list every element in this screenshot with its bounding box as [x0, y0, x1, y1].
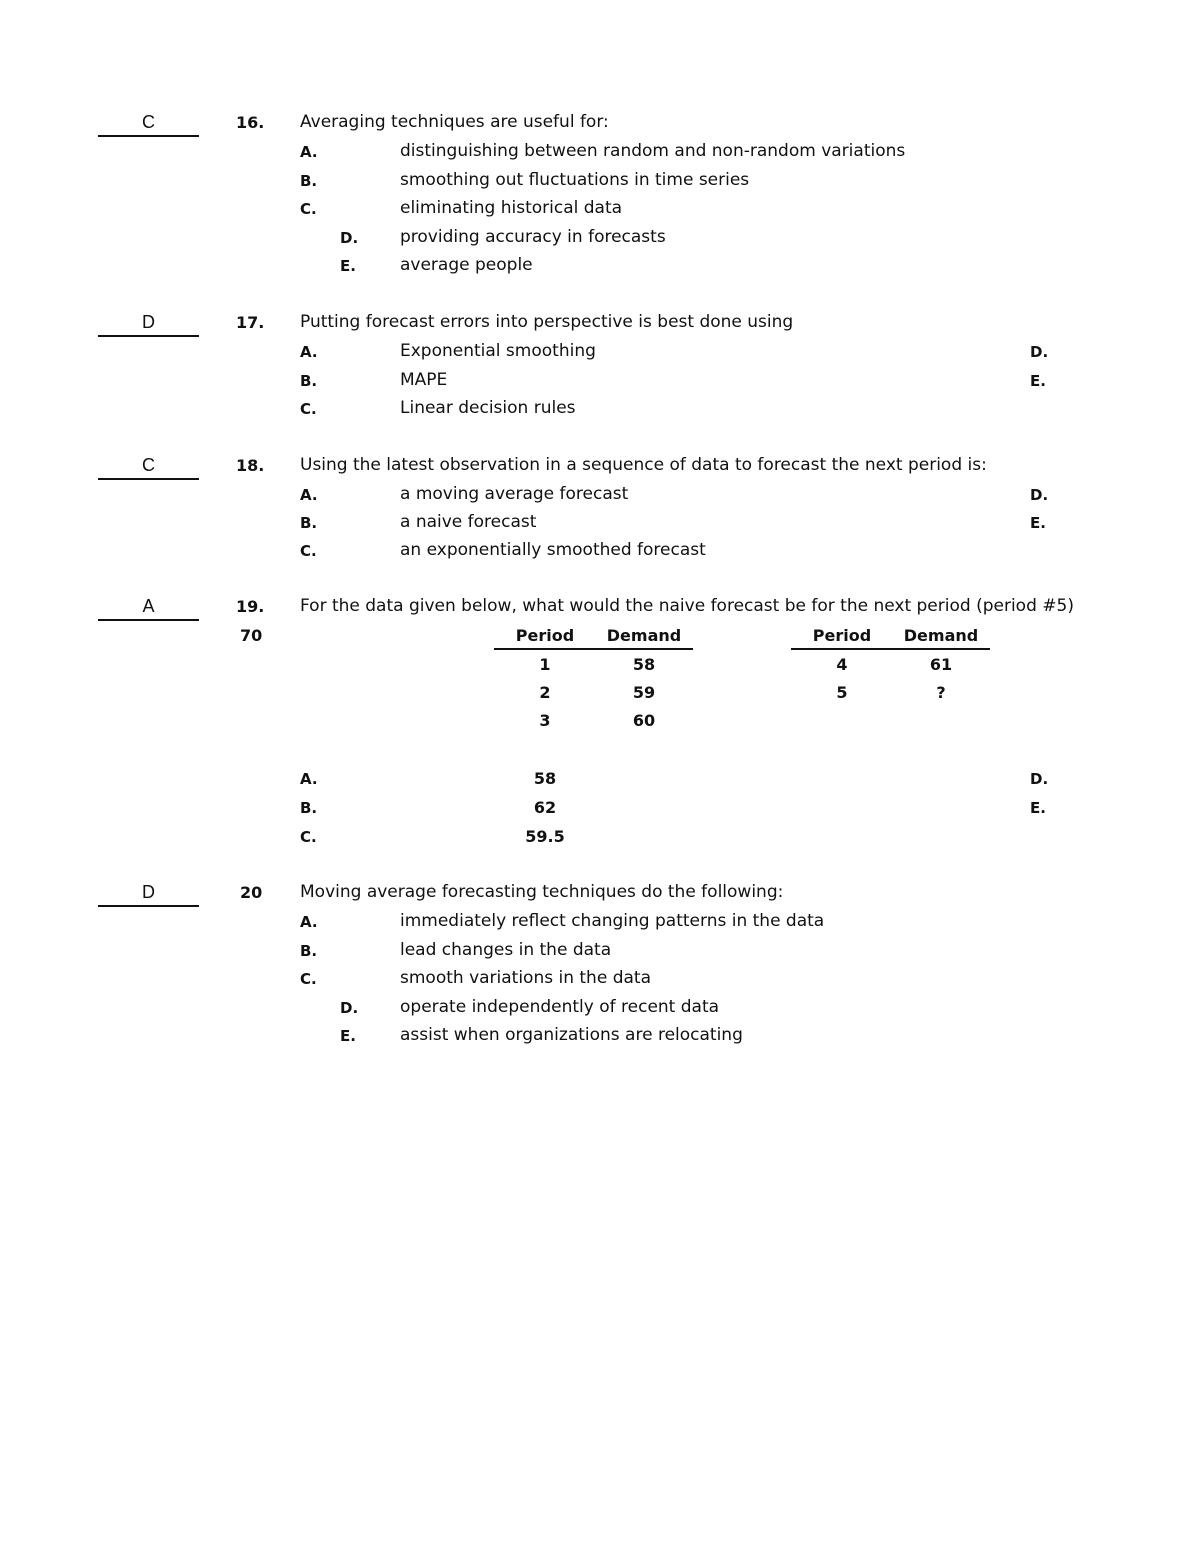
- option-value: 59.5: [525, 827, 565, 846]
- option-text: eliminating historical data: [400, 198, 623, 218]
- table-cell: 60: [632, 711, 656, 730]
- option-letter: C.: [300, 970, 317, 988]
- question-number: 20: [240, 883, 263, 902]
- option-text: smooth variations in the data: [400, 968, 651, 988]
- option-letter: D.: [1030, 486, 1049, 504]
- option-letter: B.: [300, 942, 318, 960]
- option-text: providing accuracy in forecasts: [400, 227, 666, 247]
- table-cell: 2: [539, 683, 551, 702]
- option-text: Linear decision rules: [400, 398, 576, 418]
- option-letter: B.: [300, 514, 318, 532]
- option-letter: B.: [300, 372, 318, 390]
- option-text: a naive forecast: [400, 512, 537, 532]
- answer-blank: D: [98, 883, 199, 907]
- option-text: Exponential smoothing: [400, 341, 596, 361]
- option-text: smoothing out fluctuations in time series: [400, 170, 750, 190]
- option-text: MAPE: [400, 370, 448, 390]
- question-text: Using the latest observation in a sequence of data to forecast the next period is:: [300, 455, 987, 475]
- table-header-demand: Demand: [606, 626, 682, 645]
- question-text: Moving average forecasting techniques do the following:: [300, 882, 784, 902]
- table-header-demand: Demand: [903, 626, 979, 645]
- option-text: a moving average forecast: [400, 484, 629, 504]
- option-letter: A.: [300, 143, 318, 161]
- answer-blank: C: [98, 113, 199, 137]
- question-number: 16.: [236, 113, 265, 132]
- table-header-period: Period: [515, 626, 575, 645]
- answer-blank: A: [98, 597, 199, 621]
- table-cell: 59: [632, 683, 656, 702]
- table-rule: [494, 648, 693, 650]
- table-rule: [791, 648, 990, 650]
- option-letter: E.: [340, 1027, 356, 1045]
- option-letter: E.: [1030, 514, 1046, 532]
- question-subnumber: 70: [240, 626, 263, 645]
- option-text: lead changes in the data: [400, 940, 612, 960]
- option-letter: A.: [300, 343, 318, 361]
- option-letter: C.: [300, 542, 317, 560]
- option-text: assist when organizations are relocating: [400, 1025, 743, 1045]
- option-text: operate independently of recent data: [400, 997, 720, 1017]
- question-number: 19.: [236, 597, 265, 616]
- answer-blank: C: [98, 456, 199, 480]
- option-letter: B.: [300, 799, 318, 817]
- option-letter: E.: [1030, 372, 1046, 390]
- option-letter: A.: [300, 770, 318, 788]
- option-letter: A.: [300, 913, 318, 931]
- option-letter: D.: [1030, 770, 1049, 788]
- option-text: immediately reflect changing patterns in the data: [400, 911, 825, 931]
- option-text: distinguishing between random and non-random variations: [400, 141, 906, 161]
- option-letter: B.: [300, 172, 318, 190]
- option-letter: A.: [300, 486, 318, 504]
- option-letter: C.: [300, 200, 317, 218]
- table-cell: 61: [929, 655, 953, 674]
- option-letter: D.: [1030, 343, 1049, 361]
- question-number: 17.: [236, 313, 265, 332]
- option-value: 58: [533, 769, 557, 788]
- table-header-period: Period: [812, 626, 872, 645]
- option-value: 62: [533, 798, 557, 817]
- table-cell: 3: [539, 711, 551, 730]
- question-text: For the data given below, what would the naive forecast be for the next period (period #5): [300, 596, 1074, 616]
- option-text: an exponentially smoothed forecast: [400, 540, 706, 560]
- option-letter: D.: [340, 999, 359, 1017]
- table-cell: 1: [539, 655, 551, 674]
- answer-blank: D: [98, 313, 199, 337]
- table-cell: 58: [632, 655, 656, 674]
- option-letter: C.: [300, 400, 317, 418]
- option-letter: E.: [340, 257, 356, 275]
- option-letter: E.: [1030, 799, 1046, 817]
- option-letter: D.: [340, 229, 359, 247]
- table-cell: 5: [836, 683, 848, 702]
- question-number: 18.: [236, 456, 265, 475]
- table-cell: ?: [936, 683, 946, 702]
- option-letter: C.: [300, 828, 317, 846]
- option-text: average people: [400, 255, 533, 275]
- question-text: Averaging techniques are useful for:: [300, 112, 609, 132]
- table-cell: 4: [836, 655, 848, 674]
- question-text: Putting forecast errors into perspective is best done using: [300, 312, 794, 332]
